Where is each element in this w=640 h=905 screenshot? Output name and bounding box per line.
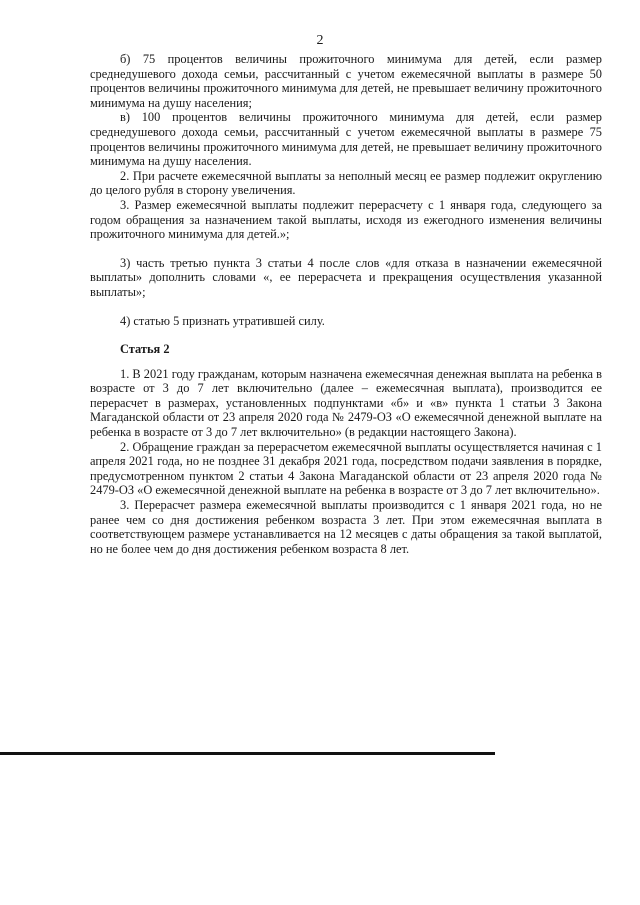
spacer (90, 328, 602, 342)
spacer (90, 357, 602, 367)
spacer (90, 242, 602, 256)
paragraph-subpoint-b: б) 75 процентов величины прожиточного минимума для детей, если размер среднедушевого дохода семьи, рассчитанный с учетом ежемесячной выплаты в размере 50 процентов величины прожиточного минимума для детей, не превышает величину прожиточного минимума на душу населения; (90, 52, 602, 110)
paragraph-subpoint-v: в) 100 процентов величины прожиточного минимума для детей, если размер среднедушевого дохода семьи, рассчитанный с учетом ежемесячной выплаты в размере 75 процентов величины прожиточного минимума для детей, не превышает величину прожиточного минимума на душу населения. (90, 110, 602, 169)
horizontal-rule (0, 752, 495, 755)
spacer (90, 300, 602, 314)
paragraph-amendment-3: 3) часть третью пункта 3 статьи 4 после слов «для отказа в назначении ежемесячной выплаты» дополнить словами «, ее перерасчета и прекращения осуществления указанной выплаты»; (90, 255, 602, 299)
page-number: 2 (316, 33, 324, 48)
paragraph-recalculation: 3. Размер ежемесячной выплаты подлежит перерасчету с 1 января года, следующего за годом обращения за назначением такой выплаты, исходя из ежегодного изменения величины прожиточного минимума для детей.»; (90, 197, 602, 242)
article2-paragraph-3: 3. Перерасчет размера ежемесячной выплаты производится с 1 января 2021 года, но не ранее чем со дня достижения ребенком возраста 3 лет. При этом ежемесячная выплата в соответствующем размере устанавливается на 12 месяцев с даты обращения за такой выплатой, но не более чем до дня достижения ребенком возраста 8 лет. (90, 498, 602, 556)
article-heading: Статья 2 (120, 342, 170, 357)
article2-paragraph-2: 2. Обращение граждан за перерасчетом ежемесячной выплаты осуществляется начиная с 1 апреля 2021 года, но не позднее 31 декабря 2021 года, посредством подачи заявления в порядке, предусмотренном пунктом 2 статьи 4 Закона Магаданской области от 23 апреля 2020 года № 2479-ОЗ «О ежемесячной денежной выплате на ребенка в возрасте от 3 до 7 лет включительно». (90, 439, 602, 498)
paragraph-amendment-4: 4) статью 5 признать утратившей силу. (120, 313, 325, 328)
article2-paragraph-1: 1. В 2021 году гражданам, которым назначена ежемесячная денежная выплата на ребенка в возрасте от 3 до 7 лет включительно (далее – ежемесячная выплата), производится ее перерасчет в размерах, установленных подпунктами «б» и «в» пункта 1 статьи 3 Закона Магаданской области от 23 апреля 2020 года № 2479-ОЗ «О ежемесячной денежной выплате на ребенка в возрасте от 3 до 7 лет включительно» (в редакции настоящего Закона). (90, 366, 602, 440)
paragraph-rounding: 2. При расчете ежемесячной выплаты за неполный месяц ее размер подлежит округлению до целого рубля в сторону увеличения. (90, 168, 602, 198)
document-body (90, 52, 602, 556)
